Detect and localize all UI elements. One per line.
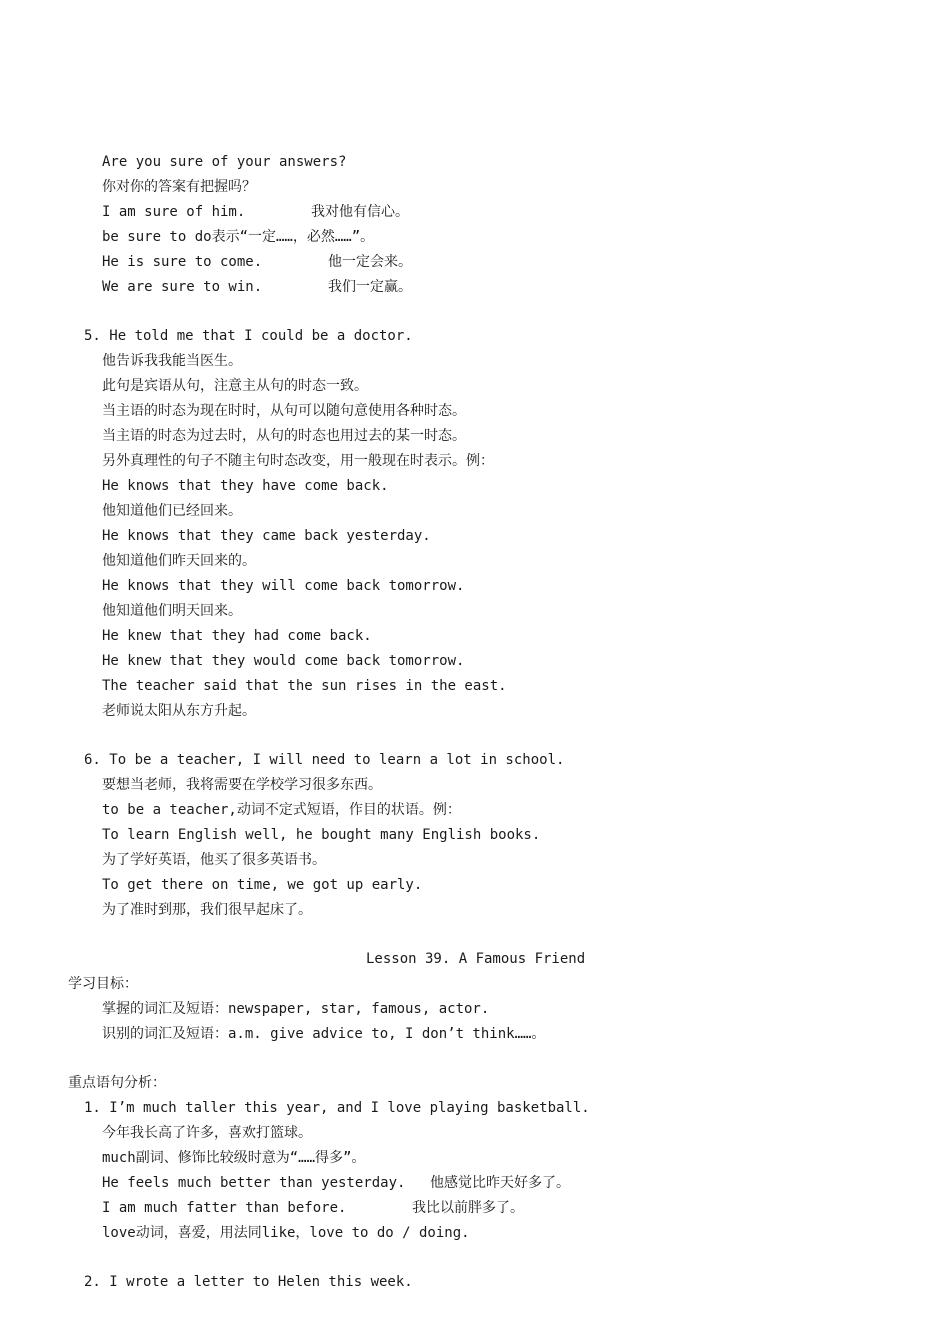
item-heading: 2. I wrote a letter to Helen this week. [84,1274,413,1290]
text-line: I am much fatter than before. [102,1200,347,1216]
text-line: To get there on time, we got up early. [102,877,423,893]
text-line: 他感觉比昨天好多了。 [430,1175,570,1191]
text-line: 我们一定赢。 [328,279,412,295]
text-line: much副词、修饰比较级时意为“……得多”。 [102,1150,366,1166]
text-line: I am sure of him. [102,204,246,220]
text-line: 要想当老师，我将需要在学校学习很多东西。 [102,777,382,793]
text-line: 另外真理性的句子不随主句时态改变，用一般现在时表示。例： [102,453,494,469]
item-heading: 6. To be a teacher, I will need to learn a lot in school. [84,752,565,768]
text-line: 他告诉我我能当医生。 [102,353,242,369]
item-heading: 1. I’m much taller this year, and I love playing basketball. [84,1100,590,1116]
text-line: 今年我长高了许多，喜欢打篮球。 [102,1125,312,1141]
text-line: 为了准时到那，我们很早起床了。 [102,902,312,918]
section-label: 学习目标： [68,976,138,992]
text-line: He knows that they came back yesterday. [102,528,431,544]
text-line: 他一定会来。 [328,254,412,270]
text-line: The teacher said that the sun rises in the east. [102,678,507,694]
text-line: 我对他有信心。 [311,204,409,220]
text-line: He feels much better than yesterday. [102,1175,406,1191]
text-line: Are you sure of your answers? [102,154,347,170]
text-line: To learn English well, he bought many English books. [102,827,541,843]
text-line: 此句是宾语从句，注意主从句的时态一致。 [102,378,368,394]
item-heading: 5. He told me that I could be a doctor. [84,328,413,344]
text-line: 你对你的答案有把握吗？ [102,179,256,195]
text-line: 他知道他们昨天回来的。 [102,553,256,569]
text-line: 当主语的时态为现在时时，从句可以随句意使用各种时态。 [102,403,466,419]
text-line: 他知道他们已经回来。 [102,503,242,519]
text-line: to be a teacher,动词不定式短语，作目的状语。例： [102,802,461,818]
text-line: 掌握的词汇及短语：newspaper, star, famous, actor. [102,1001,490,1017]
text-line: 为了学好英语，他买了很多英语书。 [102,852,326,868]
text-line: be sure to do表示“一定……，必然……”。 [102,229,375,245]
text-line: 老师说太阳从东方升起。 [102,703,256,719]
text-line: He knew that they had come back. [102,628,372,644]
text-line: He knows that they will come back tomorrow. [102,578,465,594]
text-line: 他知道他们明天回来。 [102,603,242,619]
lesson-title: Lesson 39. A Famous Friend [366,951,586,967]
text-line: We are sure to win. [102,279,263,295]
text-line: 我比以前胖多了。 [412,1200,524,1216]
text-line: 识别的词汇及短语：a.m. give advice to, I don’t think……。 [102,1026,546,1042]
text-line: He is sure to come. [102,254,263,270]
section-label: 重点语句分析： [68,1075,166,1091]
text-line: He knows that they have come back. [102,478,389,494]
text-line: He knew that they would come back tomorrow. [102,653,465,669]
text-line: love动词，喜爱，用法同like，love to do / doing. [102,1225,470,1241]
text-line: 当主语的时态为过去时，从句的时态也用过去的某一时态。 [102,428,466,444]
